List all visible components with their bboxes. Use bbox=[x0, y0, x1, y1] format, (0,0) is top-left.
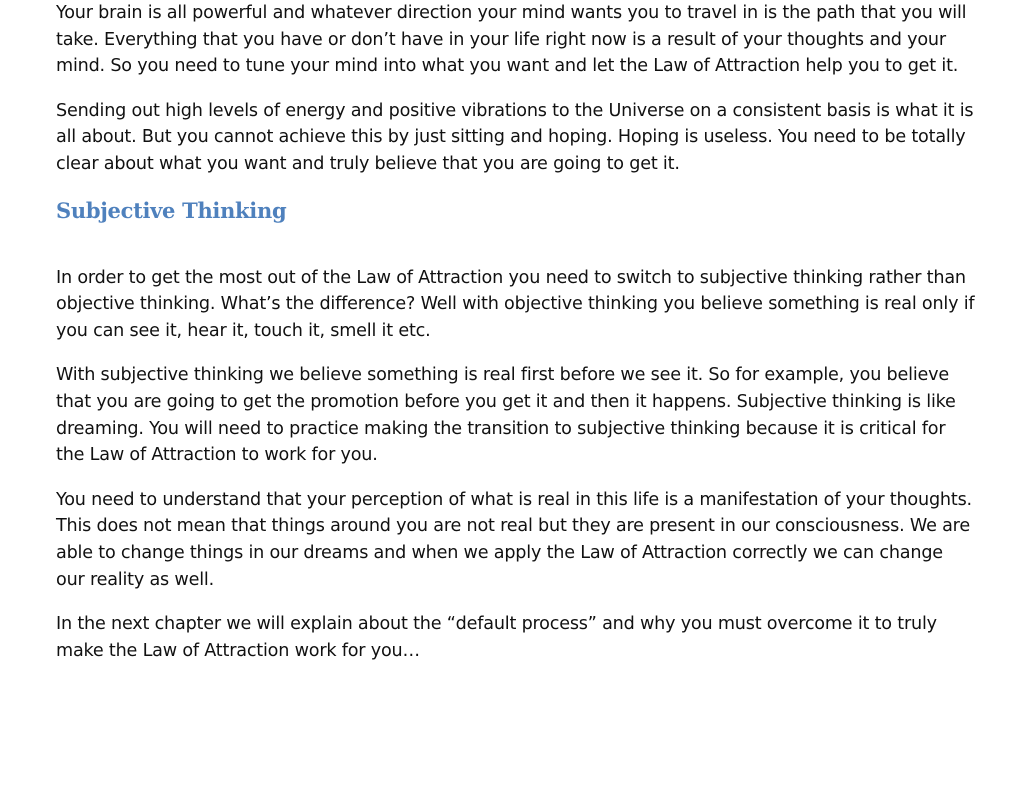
paragraph-perception: You need to understand that your perception of what is real in this life is a manifestation of your thoughts. This does not mean that things around you are not real but they are present in our consciousness. We are able to change things in our dreams and when we apply the Law of Attraction correctly we can change our reality as well. bbox=[56, 489, 972, 590]
section-heading: Subjective Thinking bbox=[56, 197, 287, 223]
document-page bbox=[56, 0, 976, 682]
paragraph-next-chapter: In the next chapter we will explain about the “default process” and why you must overcome it to truly make the Law of Attraction work for you… bbox=[56, 614, 937, 661]
paragraph-brain-power: Your brain is all powerful and whatever direction your mind wants you to travel in is the path that you will take. Everything that you have or don’t have in your life right now is a result of your thoughts and your mind. So you need to tune your mind into what you want and let the Law of Attraction help you to get it. bbox=[56, 3, 967, 77]
paragraph-positive-vibrations: Sending out high levels of energy and positive vibrations to the Universe on a consistent basis is what it is all about. But you cannot achieve this by just sitting and hoping. Hoping is useless. You need to be totally clear about what you want and truly believe that you are going to get it. bbox=[56, 100, 974, 174]
paragraph-subjective-vs-objective: In order to get the most out of the Law of Attraction you need to switch to subjective thinking rather than objective thinking. What’s the difference? Well with objective thinking you believe something is real only if you can see it, hear it, touch it, smell it etc. bbox=[56, 267, 975, 341]
paragraph-subjective-example: With subjective thinking we believe something is real first before we see it. So for example, you believe that you are going to get the promotion before you get it and then it happens. Subjective thinking is like dreaming. You will need to practice making the transition to subjective thinking because it is critical for the Law of Attraction to work for you. bbox=[56, 365, 956, 466]
